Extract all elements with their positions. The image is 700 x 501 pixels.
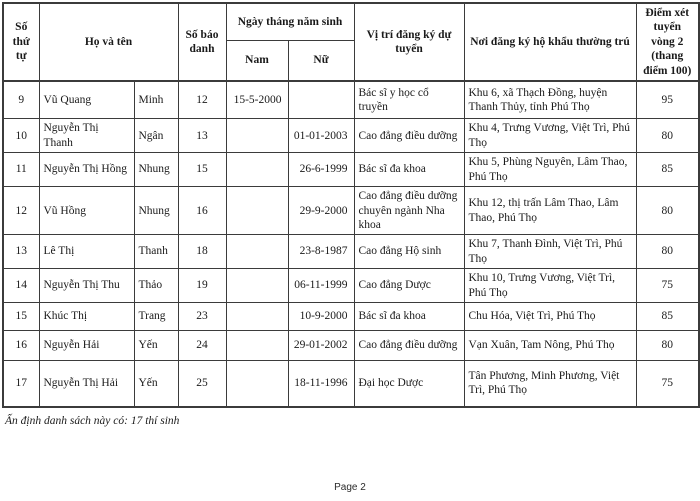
table-row <box>3 81 699 119</box>
cell-stt: 17 <box>3 361 39 407</box>
table-row <box>3 153 699 187</box>
cell-vitri: Cao đẳng điều dưỡng chuyên ngành Nha khoa <box>354 187 464 235</box>
cell-diem: 75 <box>636 361 699 407</box>
col-header-sbd: Số báo danh <box>178 3 226 81</box>
cell-sbd: 19 <box>178 269 226 303</box>
cell-sbd: 18 <box>178 235 226 269</box>
cell-nu: 23-8-1987 <box>288 235 354 269</box>
cell-stt: 16 <box>3 331 39 361</box>
cell-ten: Thanh <box>134 235 178 269</box>
cell-nam <box>226 187 288 235</box>
footer-note: Ấn định danh sách này có: 17 thí sinh <box>5 414 180 427</box>
cell-nam: 15-5-2000 <box>226 81 288 119</box>
cell-vitri: Cao đẳng điều dưỡng <box>354 119 464 153</box>
cell-noi: Vạn Xuân, Tam Nông, Phú Thọ <box>464 331 636 361</box>
cell-nam <box>226 269 288 303</box>
cell-nu: 29-9-2000 <box>288 187 354 235</box>
cell-vitri: Đại học Dược <box>354 361 464 407</box>
table-row <box>3 119 699 153</box>
cell-noi: Khu 7, Thanh Đình, Việt Trì, Phú Thọ <box>464 235 636 269</box>
cell-sbd: 23 <box>178 303 226 331</box>
cell-ten: Yến <box>134 361 178 407</box>
cell-noi: Tân Phương, Minh Phương, Việt Trì, Phú Thọ <box>464 361 636 407</box>
cell-diem: 80 <box>636 331 699 361</box>
cell-stt: 14 <box>3 269 39 303</box>
col-header-hoten: Họ và tên <box>39 3 178 81</box>
cell-vitri: Cao đẳng điều dưỡng <box>354 331 464 361</box>
cell-diem: 85 <box>636 153 699 187</box>
cell-diem: 80 <box>636 119 699 153</box>
cell-diem: 80 <box>636 235 699 269</box>
cell-sbd: 15 <box>178 153 226 187</box>
cell-ho: Nguyễn Hải <box>39 331 134 361</box>
cell-sbd: 25 <box>178 361 226 407</box>
table-row <box>3 235 699 269</box>
table-header <box>3 3 699 81</box>
cell-ho: Nguyễn Thị Thanh <box>39 119 134 153</box>
cell-stt: 15 <box>3 303 39 331</box>
cell-diem: 95 <box>636 81 699 119</box>
col-header-ngaysinh: Ngày tháng năm sinh <box>226 3 354 40</box>
cell-nu: 10-9-2000 <box>288 303 354 331</box>
cell-noi: Khu 5, Phùng Nguyên, Lâm Thao, Phú Thọ <box>464 153 636 187</box>
cell-nam <box>226 303 288 331</box>
cell-stt: 10 <box>3 119 39 153</box>
cell-vitri: Cao đẳng Hộ sinh <box>354 235 464 269</box>
cell-sbd: 12 <box>178 81 226 119</box>
cell-noi: Khu 10, Trưng Vương, Việt Trì, Phú Thọ <box>464 269 636 303</box>
cell-sbd: 13 <box>178 119 226 153</box>
col-header-stt: Số thứ tự <box>3 3 39 81</box>
cell-diem: 75 <box>636 269 699 303</box>
cell-ten: Yến <box>134 331 178 361</box>
cell-nu: 26-6-1999 <box>288 153 354 187</box>
cell-ho: Vũ Hồng <box>39 187 134 235</box>
col-header-diem: Điểm xét tuyển vòng 2 (thang điểm 100) <box>636 3 699 81</box>
table-body <box>3 81 699 407</box>
cell-ho: Lê Thị <box>39 235 134 269</box>
cell-vitri: Bác sĩ y học cổ truyền <box>354 81 464 119</box>
cell-noi: Khu 12, thị trấn Lâm Thao, Lâm Thao, Phú Thọ <box>464 187 636 235</box>
cell-ten: Nhung <box>134 153 178 187</box>
col-header-noi: Nơi đăng ký hộ khẩu thường trú <box>464 3 636 81</box>
cell-noi: Khu 4, Trưng Vương, Việt Trì, Phú Thọ <box>464 119 636 153</box>
cell-stt: 11 <box>3 153 39 187</box>
table-row <box>3 187 699 235</box>
cell-sbd: 24 <box>178 331 226 361</box>
cell-sbd: 16 <box>178 187 226 235</box>
cell-nam <box>226 331 288 361</box>
cell-ten: Nhung <box>134 187 178 235</box>
cell-ho: Vũ Quang <box>39 81 134 119</box>
cell-nu: 01-01-2003 <box>288 119 354 153</box>
cell-stt: 9 <box>3 81 39 119</box>
cell-noi: Chu Hóa, Việt Trì, Phú Thọ <box>464 303 636 331</box>
cell-diem: 80 <box>636 187 699 235</box>
cell-nu: 06-11-1999 <box>288 269 354 303</box>
table-row <box>3 269 699 303</box>
table-row <box>3 361 699 407</box>
cell-ten: Trang <box>134 303 178 331</box>
cell-ten: Ngân <box>134 119 178 153</box>
cell-noi: Khu 6, xã Thạch Đồng, huyện Thanh Thủy, tỉnh Phú Thọ <box>464 81 636 119</box>
cell-stt: 12 <box>3 187 39 235</box>
col-header-nu: Nữ <box>288 40 354 80</box>
cell-ten: Minh <box>134 81 178 119</box>
cell-nam <box>226 119 288 153</box>
table-row <box>3 331 699 361</box>
col-header-vitri: Vị trí đăng ký dự tuyển <box>354 3 464 81</box>
cell-ho: Nguyễn Thị Thu <box>39 269 134 303</box>
cell-nu: 18-11-1996 <box>288 361 354 407</box>
cell-vitri: Cao đẳng Dược <box>354 269 464 303</box>
page-number-label: Page 2 <box>334 482 366 493</box>
cell-nu: 29-01-2002 <box>288 331 354 361</box>
cell-vitri: Bác sĩ đa khoa <box>354 303 464 331</box>
cell-stt: 13 <box>3 235 39 269</box>
cell-ten: Thảo <box>134 269 178 303</box>
cell-ho: Nguyễn Thị Hải <box>39 361 134 407</box>
cell-ho: Nguyễn Thị Hồng <box>39 153 134 187</box>
cell-vitri: Bác sĩ đa khoa <box>354 153 464 187</box>
cell-diem: 85 <box>636 303 699 331</box>
col-header-nam: Nam <box>226 40 288 80</box>
candidate-table <box>2 2 700 408</box>
cell-nam <box>226 153 288 187</box>
cell-ho: Khúc Thị <box>39 303 134 331</box>
cell-nam <box>226 235 288 269</box>
cell-nam <box>226 361 288 407</box>
cell-nu <box>288 81 354 119</box>
table-row <box>3 303 699 331</box>
